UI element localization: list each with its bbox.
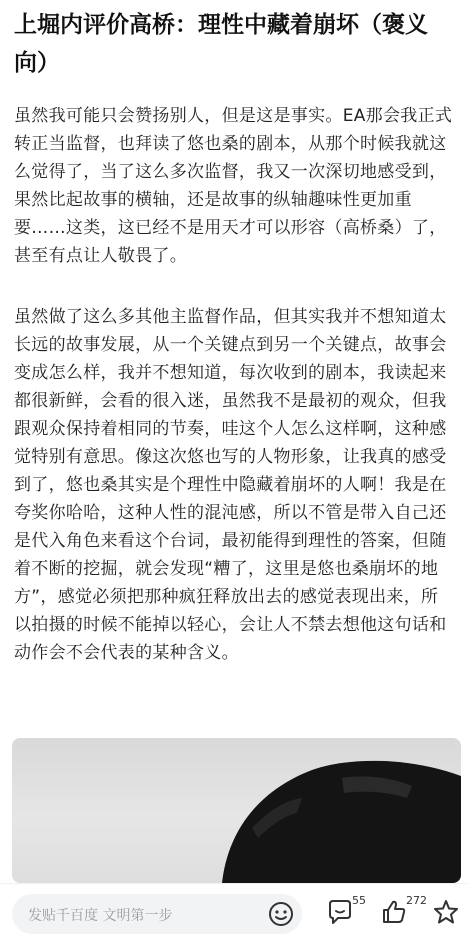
comment-placeholder: 发贴千百度 文明第一步 <box>28 908 173 924</box>
like-count: 272 <box>406 894 427 907</box>
comment-button[interactable] <box>322 892 370 936</box>
comment-icon <box>326 898 354 926</box>
emoji-icon[interactable] <box>267 900 295 928</box>
article-photo[interactable] <box>12 738 461 883</box>
star-icon <box>432 898 460 926</box>
article-title: 上堀内评价高桥：理性中藏着崩坏（褒义向） <box>14 12 428 76</box>
article-paragraph-2: 虽然做了这么多其他主监督作品，但其实我并不想知道太长远的故事发展，从一个关键点到另一个关键点，故事会变成怎么样，我并不想知道，每次收到的剧本，我读起来都很新鲜，会看的很入迷，虽然我不是最初的观众，但我跟观众保持着相同的节奏，哇这个人怎么这样啊，这种感觉特别有意思。像这次悠也写的人物形象，让我真的感受到了，悠也桑其实是个理性中隐藏着崩坏的人啊！我是在夸奖你哈哈，这种人性的混沌感，所以不管是带入自己还是代入角色来看这个台词，最初能得到理性的答案，但随着不断的挖掘，就会发现“糟了，这里是悠也桑崩坏的地方”，感觉必须把那种疯狂释放出去的感觉表现出来，所以拍摄的时候不能掉以轻心，会让人不禁去想他这句话和动作会不会代表的某种含义。 <box>14 307 447 663</box>
comment-input[interactable] <box>12 894 302 934</box>
thumbs-up-icon <box>380 898 408 926</box>
favorite-button[interactable] <box>428 892 464 936</box>
comment-count: 55 <box>352 894 366 907</box>
article-paragraph-1: 虽然我可能只会赞扬别人，但是这是事实。EA那会我正式转正当监督，也拜读了悠也桑的剧本，从那个时候我就这么觉得了，当了这么多次监督，我又一次深切地感受到，果然比起故事的横轴，还是故事的纵轴趣味性更加重要……这类，这已经不是用天才可以形容（高桥桑）了，甚至有点让人敬畏了。 <box>14 106 453 266</box>
bottom-action-bar <box>0 883 467 944</box>
photo-hair-shape <box>12 738 461 883</box>
like-button[interactable] <box>376 892 427 936</box>
